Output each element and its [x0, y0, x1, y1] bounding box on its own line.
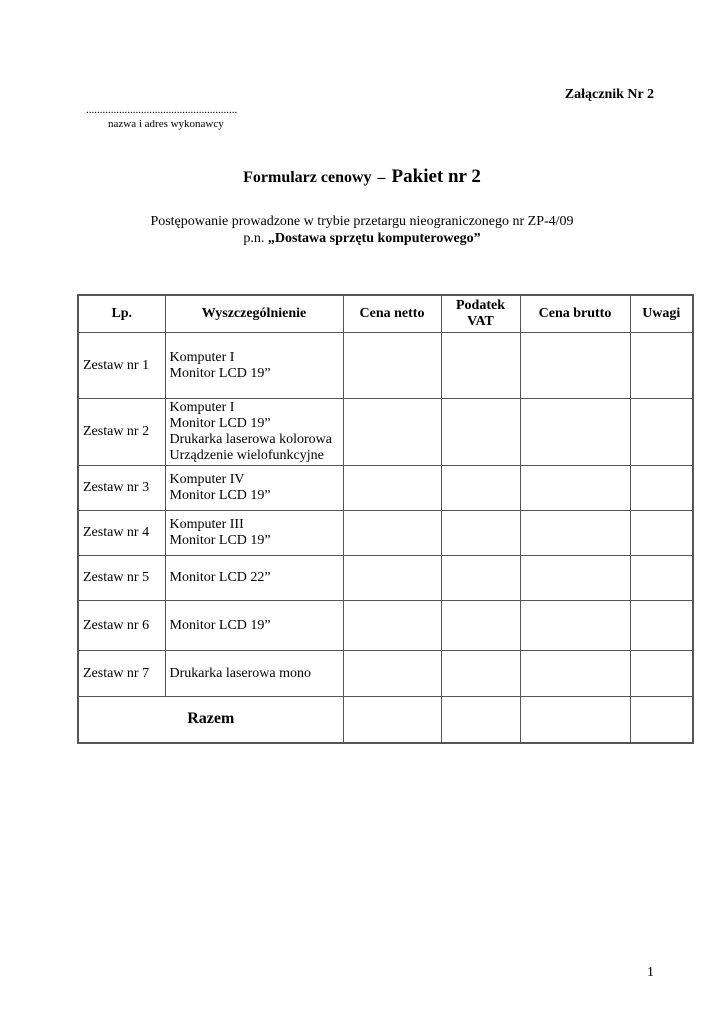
table-header-row — [78, 295, 693, 333]
set-item: Monitor LCD 19” — [169, 617, 271, 633]
attachment-label: Załącznik Nr 2 — [564, 87, 654, 102]
set-description — [165, 333, 343, 399]
net-price-cell[interactable] — [343, 399, 441, 466]
vat-cell[interactable] — [441, 399, 520, 466]
set-item: Monitor LCD 22” — [169, 570, 271, 585]
price-table — [77, 294, 694, 744]
set-description — [165, 399, 343, 466]
total-notes-cell[interactable] — [630, 697, 693, 743]
header-vat-line2: VAT — [467, 314, 494, 329]
vat-cell[interactable] — [441, 511, 520, 556]
set-description — [165, 466, 343, 511]
procedure-line: Postępowanie prowadzone w trybie przetargu nieograniczonego nr ZP-4/09 — [150, 214, 574, 229]
net-price-cell[interactable] — [343, 556, 441, 601]
table-row — [78, 651, 693, 697]
procedure-info — [0, 213, 724, 247]
form-title — [0, 166, 724, 188]
notes-cell[interactable] — [630, 333, 693, 399]
set-description — [165, 556, 343, 601]
vat-cell[interactable] — [441, 556, 520, 601]
set-item: Monitor LCD 19” — [169, 365, 271, 381]
total-net-cell[interactable] — [343, 697, 441, 743]
set-item: Komputer I — [169, 400, 235, 415]
set-item: Komputer III — [169, 517, 244, 532]
table-row — [78, 399, 693, 466]
set-label: Zestaw nr 3 — [78, 466, 165, 511]
set-label: Zestaw nr 6 — [78, 601, 165, 651]
notes-cell[interactable] — [630, 399, 693, 466]
set-item: Monitor LCD 19” — [169, 416, 271, 431]
set-label: Zestaw nr 5 — [78, 556, 165, 601]
procedure-prefix: p.n. — [243, 231, 268, 246]
net-price-cell[interactable] — [343, 333, 441, 399]
procedure-name-line — [0, 230, 724, 247]
procedure-name: „Dostawa sprzętu komputerowego” — [267, 231, 481, 246]
set-item: Drukarka laserowa mono — [169, 665, 312, 681]
notes-cell[interactable] — [630, 511, 693, 556]
notes-cell[interactable] — [630, 466, 693, 511]
form-title-dash: – — [377, 169, 386, 186]
set-item: Komputer I — [169, 349, 235, 365]
total-vat-cell[interactable] — [441, 697, 520, 743]
notes-cell[interactable] — [630, 556, 693, 601]
table-row — [78, 556, 693, 601]
table-row — [78, 333, 693, 399]
net-price-cell[interactable] — [343, 511, 441, 556]
table-row — [78, 511, 693, 556]
header-description: Wyszczególnienie — [165, 295, 343, 333]
net-price-cell[interactable] — [343, 601, 441, 651]
header-lp: Lp. — [78, 295, 165, 333]
header-notes: Uwagi — [630, 295, 693, 333]
header-net-price: Cena netto — [343, 295, 441, 333]
form-title-main: Formularz cenowy — [243, 169, 372, 186]
table-row — [78, 466, 693, 511]
header-vat — [441, 295, 520, 333]
form-title-package: Pakiet nr 2 — [391, 166, 481, 187]
set-item: Komputer IV — [169, 472, 245, 487]
set-description — [165, 511, 343, 556]
set-item: Urządzenie wielofunkcyjne — [169, 448, 324, 463]
set-item: Drukarka laserowa kolorowa — [169, 432, 332, 447]
contractor-caption: nazwa i adres wykonawcy — [108, 118, 224, 130]
header-vat-line1: Podatek — [456, 298, 505, 313]
vat-cell[interactable] — [441, 466, 520, 511]
header-gross-price: Cena brutto — [520, 295, 630, 333]
net-price-cell[interactable] — [343, 466, 441, 511]
set-label: Zestaw nr 1 — [78, 333, 165, 399]
set-description — [165, 601, 343, 651]
gross-price-cell[interactable] — [520, 651, 630, 697]
set-label: Zestaw nr 7 — [78, 651, 165, 697]
table-row — [78, 601, 693, 651]
set-item: Monitor LCD 19” — [169, 488, 271, 503]
gross-price-cell[interactable] — [520, 399, 630, 466]
vat-cell[interactable] — [441, 601, 520, 651]
contractor-dotted-line: ....................................................... — [86, 104, 238, 116]
set-label: Zestaw nr 2 — [78, 399, 165, 466]
set-item: Monitor LCD 19” — [169, 533, 271, 548]
page-number: 1 — [647, 965, 654, 980]
vat-cell[interactable] — [441, 333, 520, 399]
total-row — [78, 697, 693, 743]
vat-cell[interactable] — [441, 651, 520, 697]
set-label: Zestaw nr 4 — [78, 511, 165, 556]
gross-price-cell[interactable] — [520, 556, 630, 601]
gross-price-cell[interactable] — [520, 466, 630, 511]
total-label: Razem — [78, 697, 343, 743]
set-description — [165, 651, 343, 697]
notes-cell[interactable] — [630, 601, 693, 651]
gross-price-cell[interactable] — [520, 601, 630, 651]
gross-price-cell[interactable] — [520, 333, 630, 399]
gross-price-cell[interactable] — [520, 511, 630, 556]
total-gross-cell[interactable] — [520, 697, 630, 743]
notes-cell[interactable] — [630, 651, 693, 697]
net-price-cell[interactable] — [343, 651, 441, 697]
